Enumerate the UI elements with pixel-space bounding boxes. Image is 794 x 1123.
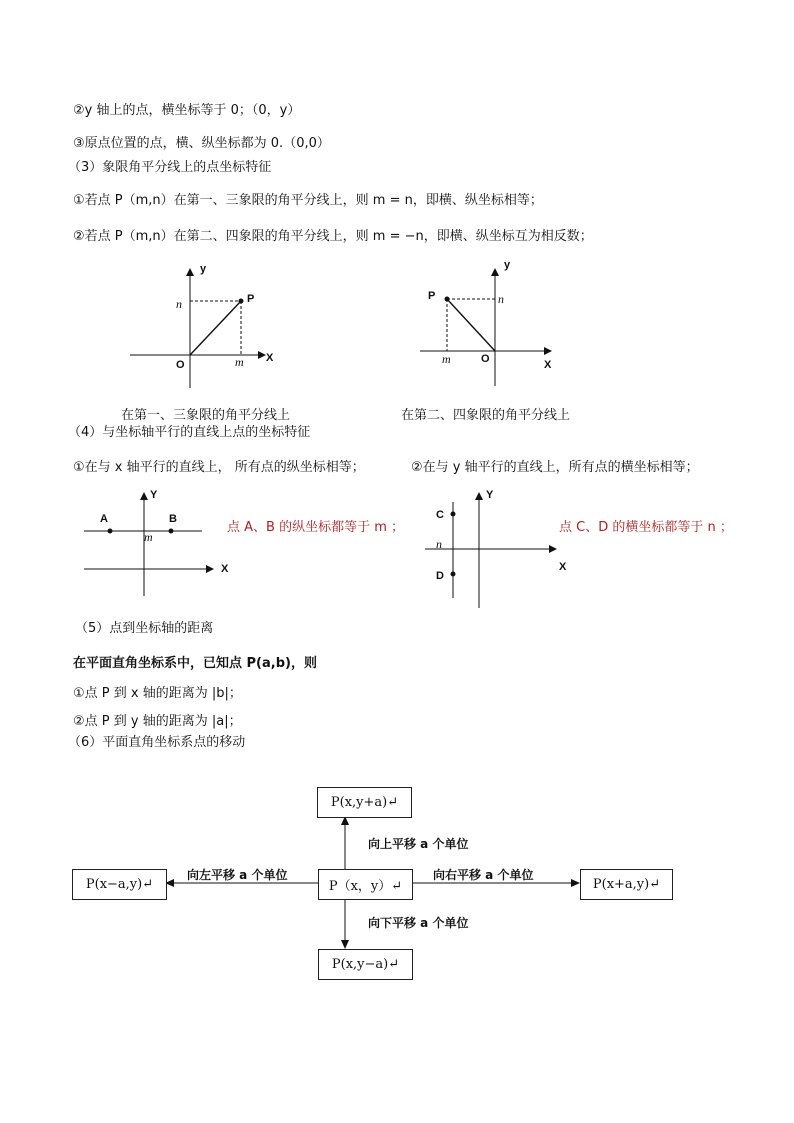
point-label-c: C [436, 509, 444, 521]
tick-label-n: n [176, 297, 182, 311]
point-label-p: P [428, 290, 436, 302]
label-translate-right: 向右平移 a 个单位 [433, 868, 534, 882]
box-translate-down: P(x,y−a)↵ [318, 949, 413, 980]
origin-label: O [481, 353, 490, 365]
tick-label-n: n [436, 537, 442, 551]
tick-label-m: m [144, 530, 153, 544]
axis-label-x: X [221, 563, 229, 575]
diagram-parallel-to-x-axis [80, 488, 230, 598]
text-line-parallel-y: ②在与 y 轴平行的直线上，所有点的横坐标相等； [411, 460, 699, 475]
axis-label-y: Y [150, 489, 158, 501]
box-translate-up: P(x,y+a)↵ [317, 787, 412, 818]
box-center-point: P（x，y）↵ [318, 869, 413, 900]
tick-label-m: m [235, 355, 244, 369]
note-c-d-same-abscissa: 点 C、D 的横坐标都等于 n ； [559, 520, 733, 535]
diagram-first-third-bisector [130, 258, 274, 378]
origin-label: O [176, 359, 185, 371]
text-line-bisector-1-3: ①若点 P（m,n）在第一、三象限的角平分线上，则 m = n，即横、纵坐标相等； [73, 193, 543, 208]
axis-label-y: y [504, 259, 511, 271]
diagram-second-fourth-bisector [420, 258, 560, 378]
text-line-y-axis-point: ②y 轴上的点，横坐标等于 0；（0，y） [73, 103, 301, 118]
section-heading-5: （5）点到坐标轴的距离 [75, 621, 214, 636]
section-heading-4: （4）与坐标轴平行的直线上点的坐标特征 [68, 425, 311, 440]
axis-label-x: X [266, 352, 274, 364]
section-heading-3: （3）象限角平分线上的点坐标特征 [68, 160, 272, 175]
text-line-distance-x-axis: ①点 P 到 x 轴的距离为 |b|； [73, 686, 242, 701]
point-label-p: P [247, 293, 255, 305]
tick-label-n: n [498, 292, 504, 306]
point-label-a: A [100, 513, 108, 525]
label-translate-up: 向上平移 a 个单位 [368, 837, 469, 851]
axis-label-y: Y [486, 489, 494, 501]
label-translate-left: 向左平移 a 个单位 [187, 868, 288, 882]
caption-first-third: 在第一、三象限的角平分线上 [121, 408, 291, 423]
text-line-distance-intro: 在平面直角坐标系中，已知点 P(a,b)，则 [73, 656, 317, 671]
text-line-origin-point: ③原点位置的点，横、纵坐标都为 0.（0,0） [73, 136, 330, 151]
tick-label-m: m [442, 352, 451, 366]
point-label-d: D [436, 570, 444, 582]
axis-label-x: X [544, 359, 552, 371]
axis-label-x: X [559, 561, 567, 573]
section-heading-6: （6）平面直角坐标系点的移动 [68, 735, 246, 750]
text-line-bisector-2-4: ②若点 P（m,n）在第二、四象限的角平分线上，则 m = −n，即横、纵坐标互为相反数； [73, 229, 593, 244]
text-line-parallel-x: ①在与 x 轴平行的直线上， 所有点的纵坐标相等； [73, 460, 365, 475]
box-translate-left: P(x−a,y)↵ [72, 869, 167, 900]
text-line-distance-y-axis: ②点 P 到 y 轴的距离为 |a|； [73, 714, 242, 729]
axis-label-y: y [200, 263, 207, 275]
caption-second-fourth: 在第二、四象限的角平分线上 [401, 408, 571, 423]
label-translate-down: 向下平移 a 个单位 [368, 916, 469, 930]
note-a-b-same-ordinate: 点 A、B 的纵坐标都等于 m ； [227, 520, 405, 535]
diagram-parallel-to-y-axis [425, 488, 575, 613]
box-translate-right: P(x+a,y)↵ [580, 869, 673, 900]
point-label-b: B [169, 513, 177, 525]
